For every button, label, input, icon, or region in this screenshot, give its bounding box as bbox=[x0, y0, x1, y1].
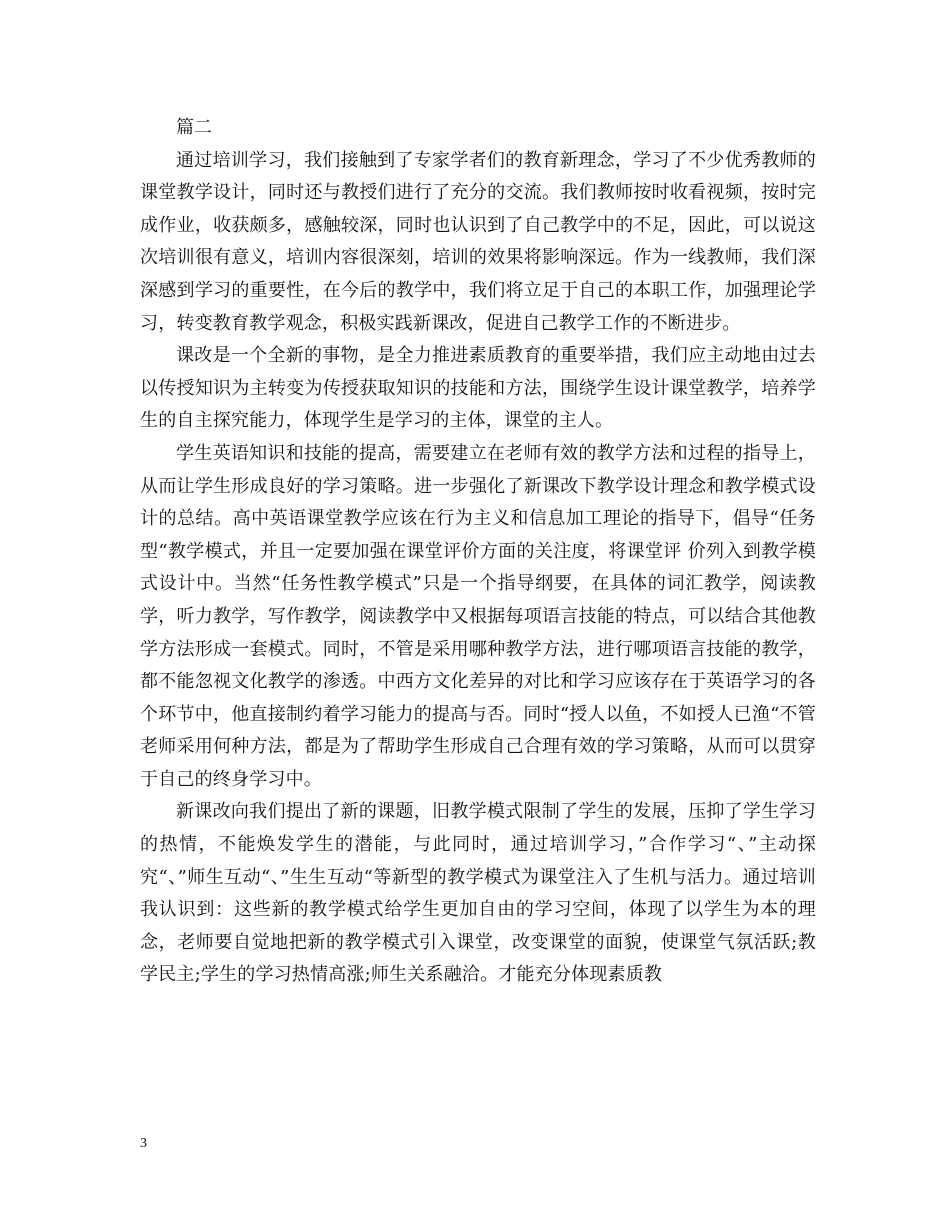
document-body bbox=[140, 112, 816, 992]
paragraph-2: 课改是一个全新的事物，是全力推进素质教育的重要举措，我们应主动地由过去以传授知识为主转变为传授获取知识的技能和方法，围绕学生设计课堂教学，培养学生的自主探究能力，体现学生是学习的主体，课堂的主人。 bbox=[140, 345, 816, 432]
paragraph-3: 学生英语知识和技能的提高，需要建立在老师有效的教学方法和过程的指导上，从而让学生形成良好的学习策略。进一步强化了新课改下教学设计理念和教学模式设计的总结。高中英语课堂教学应该在行为主义和信息加工理论的指导下，倡导“任务型“教学模式，并且一定要加强在课堂评价方面的关注度，将课堂评 价列入到教学模式设计中。当然“任务性教学模式”只是一个指导纲要，在具体的词汇教学，阅读教学，听力教学，写作教学，阅读教学中又根据每项语言技能的特点，可以结合其他教学方法形成一套模式。同时，不管是采用哪种教学方法，进行哪项语言技能的教学，都不能忽视文化教学的渗透。中西方文化差异的对比和学习应该存在于英语学习的各个环节中，他直接制约着学习能力的提高与否。同时“授人以鱼，不如授人已渔“不管老师采用何种方法，都是为了帮助学生形成自己合理有效的学习策略，从而可以贯穿于自己的终身学习中。 bbox=[140, 442, 816, 790]
page-number: 3 bbox=[140, 1136, 147, 1151]
paragraph-1: 通过培训学习，我们接触到了专家学者们的教育新理念，学习了不少优秀教师的课堂教学设计，同时还与教授们进行了充分的交流。我们教师按时收看视频，按时完成作业，收获颇多，感触较深，同时也认识到了自己教学中的不足，因此，可以说这次培训很有意义，培训内容很深刻，培训的效果将影响深远。作为一线教师，我们深深感到学习的重要性，在今后的教学中，我们将立足于自己的本职工作，加强理论学习，转变教育教学观念，积极实践新课改，促进自己教学工作的不断进步。 bbox=[140, 149, 816, 334]
paragraph-4: 新课改向我们提出了新的课题，旧教学模式限制了学生的发展，压抑了学生学习的热情，不能焕发学生的潜能，与此同时，通过培训学习，”合作学习“、”主动探究“、”师生互动“、”生生互动“等新型的教学模式为课堂注入了生机与活力。通过培训我认识到：这些新的教学模式给学生更加自由的学习空间，体现了以学生为本的理念，老师要自觉地把新的教学模式引入课堂，改变课堂的面貌，使课堂气氛活跃;教学民主;学生的学习热情高涨;师生关系融洽。才能充分体现素质教 bbox=[140, 801, 816, 986]
section-heading: 篇二 bbox=[176, 117, 212, 138]
